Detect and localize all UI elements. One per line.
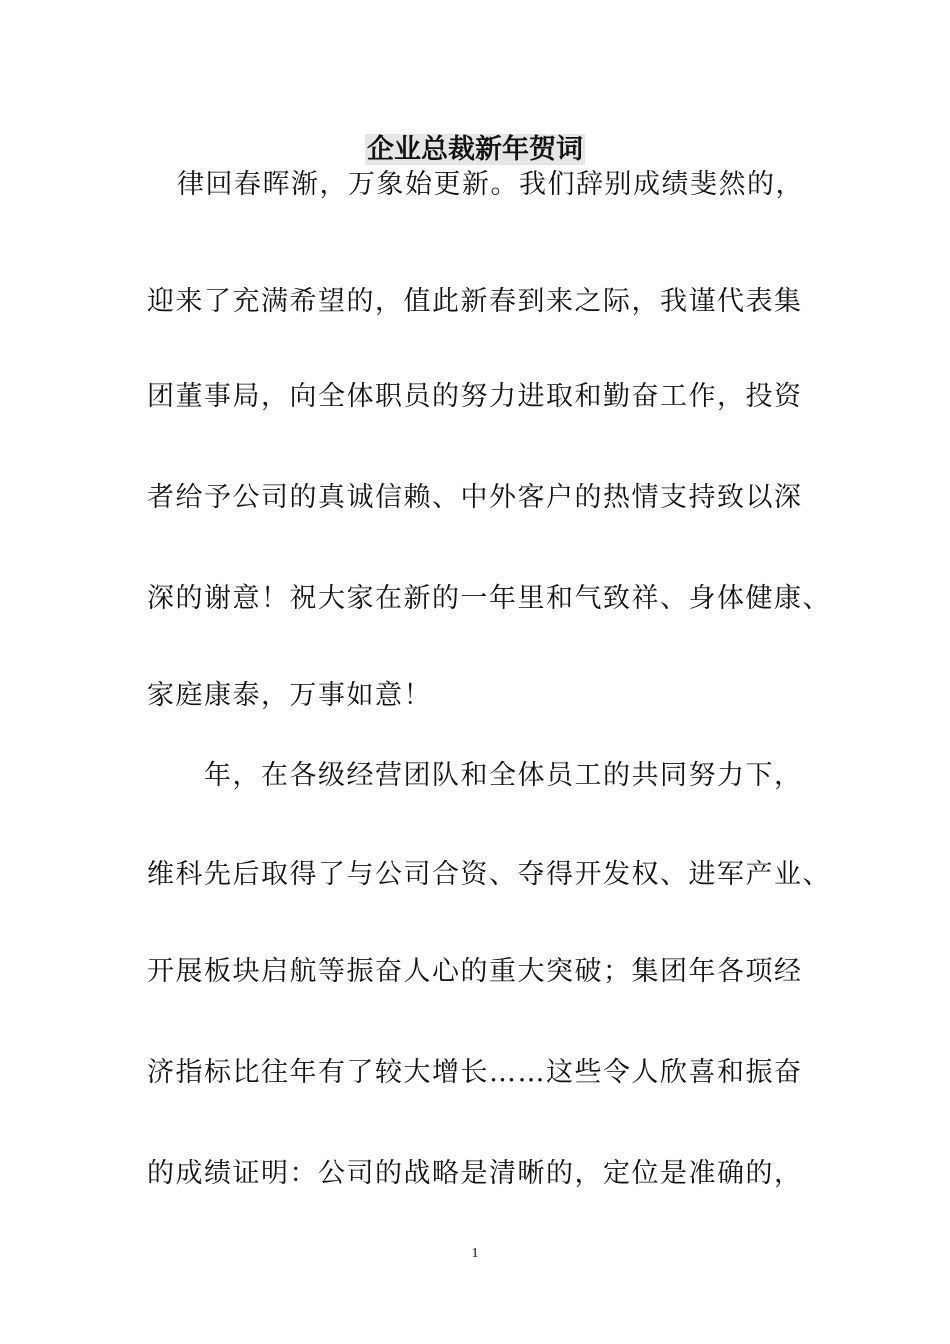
page-number: 1 [471, 1246, 479, 1261]
paragraph-line: 迎来了充满希望的，值此新春到来之际，我谨代表集 [147, 286, 803, 317]
paragraph-line: 济指标比往年有了较大增长……这些令人欣喜和振奋 [147, 1057, 803, 1088]
paragraph-line: 年，在各级经营团队和全体员工的共同努力下， [204, 760, 803, 791]
paragraph-line: 的成绩证明：公司的战略是清晰的，定位是准确的， [147, 1158, 803, 1189]
paragraph-line: 团董事局，向全体职员的努力进取和勤奋工作，投资 [147, 381, 803, 412]
paragraph-line: 深的谢意！祝大家在新的一年里和气致祥、身体健康、 [147, 583, 831, 614]
paragraph-line: 家庭康泰，万事如意！ [147, 680, 432, 711]
paragraph-line: 律回春晖渐，万象始更新。我们辞别成绩斐然的， [177, 169, 804, 200]
document-title-text: 企业总裁新年贺词 [367, 134, 583, 165]
paragraph-line: 维科先后取得了与公司合资、夺得开发权、进军产业、 [147, 859, 831, 890]
paragraph-line: 者给予公司的真诚信赖、中外客户的热情支持致以深 [147, 482, 803, 513]
paragraph-line: 开展板块启航等振奋人心的重大突破；集团年各项经 [147, 956, 803, 987]
